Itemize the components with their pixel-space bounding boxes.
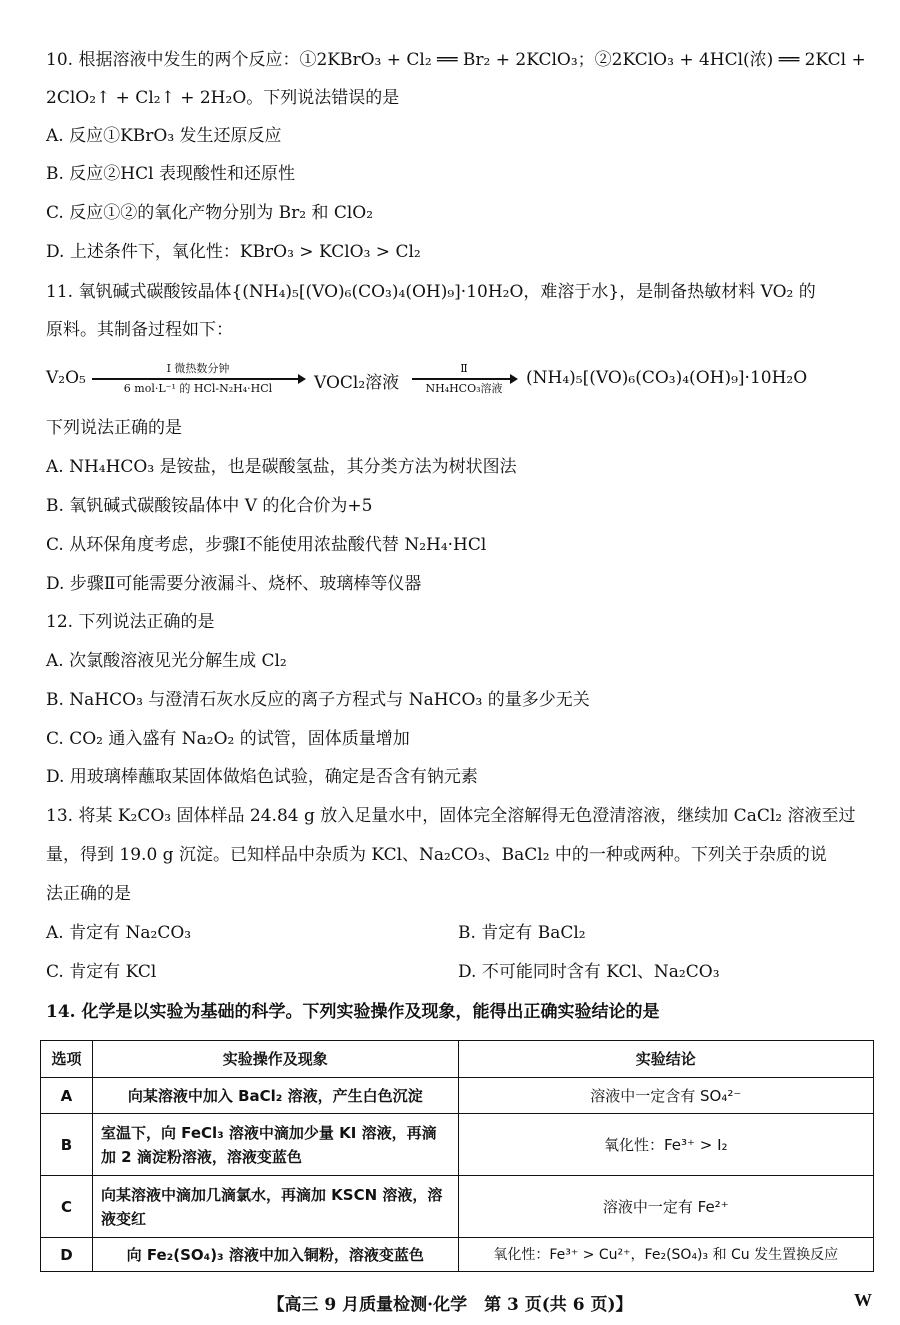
row-operation: 向 Fe₂(SO₄)₃ 溶液中加入铜粉，溶液变蓝色 — [92, 1238, 458, 1272]
scheme-middle: VOCl₂溶液 — [314, 373, 400, 393]
q12-option-c: C. CO₂ 通入盛有 Na₂O₂ 的试管，固体质量增加 — [46, 729, 410, 749]
q11-option-c: C. 从环保角度考虑，步骤Ⅰ不能使用浓盐酸代替 N₂H₄·HCl — [46, 535, 487, 555]
q11-stem-line1: 11. 氧钒碱式碳酸铵晶体{(NH₄)₅[(VO)₆(CO₃)₄(OH)₉]·10H₂O，难溶于水}，是制备热敏材料 VO₂ 的 — [46, 282, 816, 302]
q10-option-b: B. 反应②HCl 表现酸性和还原性 — [46, 164, 295, 184]
scheme-product: (NH₄)₅[(VO)₆(CO₃)₄(OH)₉]·10H₂O — [526, 368, 808, 388]
row-option: B — [41, 1114, 93, 1176]
q10-option-a: A. 反应①KBrO₃ 发生还原反应 — [46, 126, 282, 146]
row-option: A — [41, 1078, 93, 1114]
row-operation: 向某溶液中滴加几滴氯水，再滴加 KSCN 溶液，溶液变红 — [92, 1176, 458, 1238]
row-conclusion: 氧化性：Fe³⁺ > Cu²⁺，Fe₂(SO₄)₃ 和 Cu 发生置换反应 — [458, 1238, 873, 1272]
q11-reaction-scheme — [46, 360, 866, 404]
q11-question: 下列说法正确的是 — [46, 418, 182, 438]
row-conclusion: 氧化性：Fe³⁺ > I₂ — [458, 1114, 873, 1176]
q13-option-c: C. 肯定有 KCl — [46, 962, 157, 982]
scheme-step2-below: NH₄HCO₃溶液 — [425, 382, 503, 395]
q10-stem-line1: 10. 根据溶液中发生的两个反应：①2KBrO₃ + Cl₂ ══ Br₂ + 2KClO₃；②2KClO₃ + 4HCl(浓) ══ 2KCl + — [46, 50, 866, 70]
row-conclusion: 溶液中一定含有 SO₄²⁻ — [458, 1078, 873, 1114]
q13-stem-line3: 法正确的是 — [46, 884, 131, 904]
table-row — [41, 1238, 874, 1272]
row-operation: 向某溶液中加入 BaCl₂ 溶液，产生白色沉淀 — [92, 1078, 458, 1114]
row-option: C — [41, 1176, 93, 1238]
q12-option-b: B. NaHCO₃ 与澄清石灰水反应的离子方程式与 NaHCO₃ 的量多少无关 — [46, 690, 590, 710]
q14-experiment-table — [40, 1040, 874, 1272]
q12-option-d: D. 用玻璃棒蘸取某固体做焰色试验，确定是否含有钠元素 — [46, 767, 478, 787]
table-row — [41, 1114, 874, 1176]
row-option: D — [41, 1238, 93, 1272]
row-operation: 室温下，向 FeCl₃ 溶液中滴加少量 KI 溶液，再滴加 2 滴淀粉溶液，溶液变蓝色 — [92, 1114, 458, 1176]
q12-option-a: A. 次氯酸溶液见光分解生成 Cl₂ — [46, 651, 287, 671]
header-option: 选项 — [41, 1041, 93, 1078]
scheme-arrow-1 — [92, 362, 304, 395]
q11-option-a: A. NH₄HCO₃ 是铵盐，也是碳酸氢盐，其分类方法为树状图法 — [46, 457, 517, 477]
q13-stem-line2: 量，得到 19.0 g 沉淀。已知样品中杂质为 KCl、Na₂CO₃、BaCl₂ 中的一种或两种。下列关于杂质的说 — [46, 845, 827, 865]
q13-option-a: A. 肯定有 Na₂CO₃ — [46, 923, 192, 943]
q11-stem-line2: 原料。其制备过程如下： — [46, 320, 233, 340]
table-header-row — [41, 1041, 874, 1078]
scheme-step1-below: 6 mol·L⁻¹ 的 HCl-N₂H₄·HCl — [123, 382, 273, 395]
page-footer: 【高三 9 月质量检测·化学 第 3 页(共 6 页)】 — [267, 1295, 633, 1315]
footer-code: W — [854, 1290, 872, 1310]
q13-option-b: B. 肯定有 BaCl₂ — [458, 923, 586, 943]
scheme-arrow-2 — [412, 362, 516, 395]
q10-option-d: D. 上述条件下，氧化性：KBrO₃ > KClO₃ > Cl₂ — [46, 242, 421, 262]
table-row — [41, 1078, 874, 1114]
q10-option-c: C. 反应①②的氧化产物分别为 Br₂ 和 ClO₂ — [46, 203, 374, 223]
scheme-step1-above: Ⅰ 微热数分钟 — [166, 362, 230, 375]
q14-stem: 14. 化学是以实验为基础的科学。下列实验操作及现象，能得出正确实验结论的是 — [46, 1002, 660, 1022]
table-row — [41, 1176, 874, 1238]
scheme-start: V₂O₅ — [46, 368, 86, 388]
scheme-step2-above: Ⅱ — [460, 362, 468, 375]
row-conclusion: 溶液中一定有 Fe²⁺ — [458, 1176, 873, 1238]
q13-stem-line1: 13. 将某 K₂CO₃ 固体样品 24.84 g 放入足量水中，固体完全溶解得无色澄清溶液，继续加 CaCl₂ 溶液至过 — [46, 806, 856, 826]
q11-option-b: B. 氧钒碱式碳酸铵晶体中 V 的化合价为+5 — [46, 496, 373, 516]
header-operation: 实验操作及现象 — [92, 1041, 458, 1078]
q13-option-d: D. 不可能同时含有 KCl、Na₂CO₃ — [458, 962, 720, 982]
q11-option-d: D. 步骤Ⅱ可能需要分液漏斗、烧杯、玻璃棒等仪器 — [46, 574, 422, 594]
header-conclusion: 实验结论 — [458, 1041, 873, 1078]
q12-stem: 12. 下列说法正确的是 — [46, 612, 215, 632]
q10-stem-line2: 2ClO₂↑ + Cl₂↑ + 2H₂O。下列说法错误的是 — [46, 88, 400, 108]
